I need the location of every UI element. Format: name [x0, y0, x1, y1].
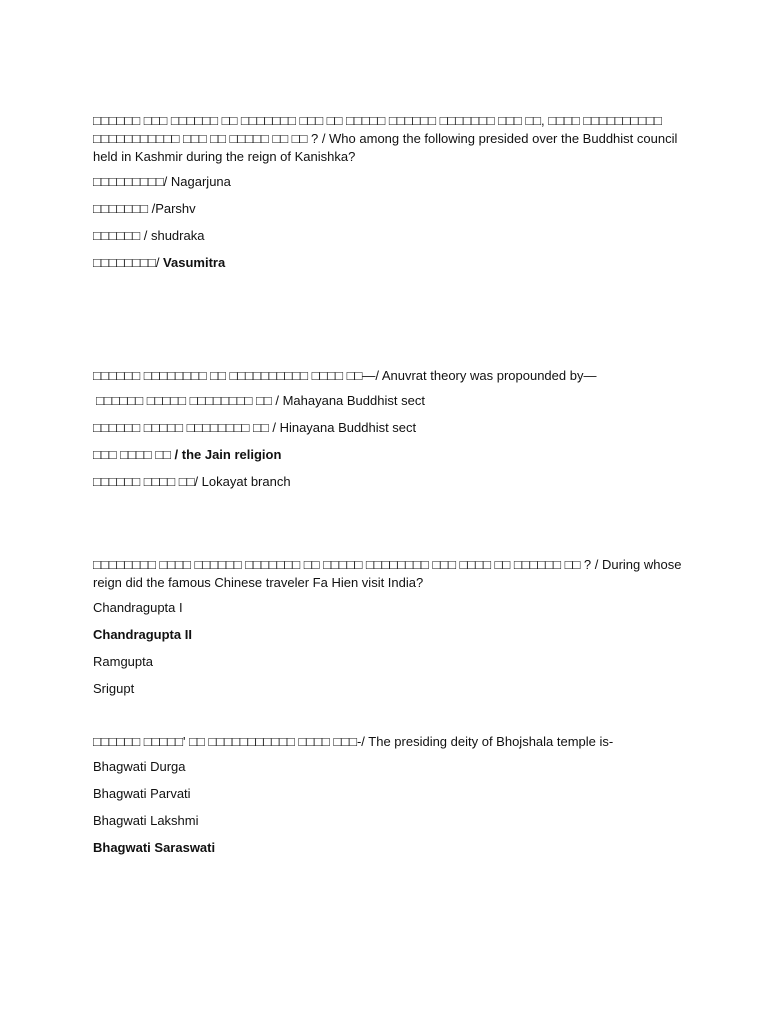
option-english: Srigupt [93, 681, 135, 696]
option-a [93, 392, 693, 410]
option-d-answer [93, 254, 693, 272]
option-english: Bhagwati Parvati [93, 786, 191, 801]
option-c [93, 227, 693, 245]
document-content [93, 112, 693, 866]
question-text: □□□□□□ □□□□□' □□ □□□□□□□□□□□ □□□□ □□□-/ The presiding deity of Bhojshala temple is- [93, 734, 614, 749]
option-b [93, 785, 693, 803]
option-english: Vasumitra [159, 255, 226, 270]
option-english: / Mahayana Buddhist sect [275, 393, 425, 408]
question-text: □□□□□□ □□□ □□□□□□ □□ □□□□□□□ □□□ □□ □□□□□ □□□□□□ □□□□□□□ □□□ □□, □□□□ □□□□□□□□□□ □□□□□□□□□□□ □□□ □□ □□□□□ □□ □□ ? / Who among the following presided over the Buddhist council held in Kashmir during the reign of Kanishka? [93, 113, 678, 164]
option-english: / Hinayana Buddhist sect [272, 420, 417, 435]
option-hindi: □□□□□□ [93, 228, 144, 243]
option-a [93, 599, 693, 617]
option-hindi: □□□□□□□□□/ [93, 174, 168, 189]
option-hindi: □□□□□□ □□□□□ □□□□□□□□ □□ [96, 393, 276, 408]
option-english: / the Jain religion [174, 447, 282, 462]
question-block-3 [93, 556, 693, 698]
option-c [93, 812, 693, 830]
question-block-2 [93, 367, 693, 491]
option-english: Nagarjuna [167, 174, 231, 189]
question-block-4 [93, 733, 693, 857]
option-d [93, 680, 693, 698]
option-a [93, 173, 693, 191]
option-c-answer [93, 446, 693, 464]
option-english: Ramgupta [93, 654, 153, 669]
question-text: □□□□□□ □□□□□□□□ □□ □□□□□□□□□□ □□□□ □□—/ Anuvrat theory was propounded by— [93, 368, 597, 383]
option-english: Bhagwati Lakshmi [93, 813, 199, 828]
option-hindi: □□□□□□□ [93, 201, 152, 216]
question-block-1 [93, 112, 693, 272]
option-hindi: □□□ □□□□ □□ [93, 447, 175, 462]
option-b-answer [93, 626, 693, 644]
option-hindi: □□□□□□ □□□□□ □□□□□□□□ □□ [93, 420, 273, 435]
option-hindi: □□□□□□ □□□□ □□ [93, 474, 195, 489]
option-english: /Parshv [151, 201, 196, 216]
question-text: □□□□□□□□ □□□□ □□□□□□ □□□□□□□ □□ □□□□□ □□□□□□□□ □□□ □□□□ □□ □□□□□□ □□ ? / During whose reign did the famous Chinese traveler Fa Hien visit India? [93, 557, 682, 590]
option-english: Chandragupta II [93, 627, 192, 642]
option-english: Chandragupta I [93, 600, 183, 615]
option-hindi: □□□□□□□□/ [93, 255, 160, 270]
option-d [93, 473, 693, 491]
option-d-answer [93, 839, 693, 857]
option-b [93, 200, 693, 218]
option-english: / shudraka [143, 228, 205, 243]
option-c [93, 653, 693, 671]
option-english: Bhagwati Durga [93, 759, 186, 774]
option-b [93, 419, 693, 437]
option-english: / Lokayat branch [194, 474, 291, 489]
option-a [93, 758, 693, 776]
option-english: Bhagwati Saraswati [93, 840, 216, 855]
